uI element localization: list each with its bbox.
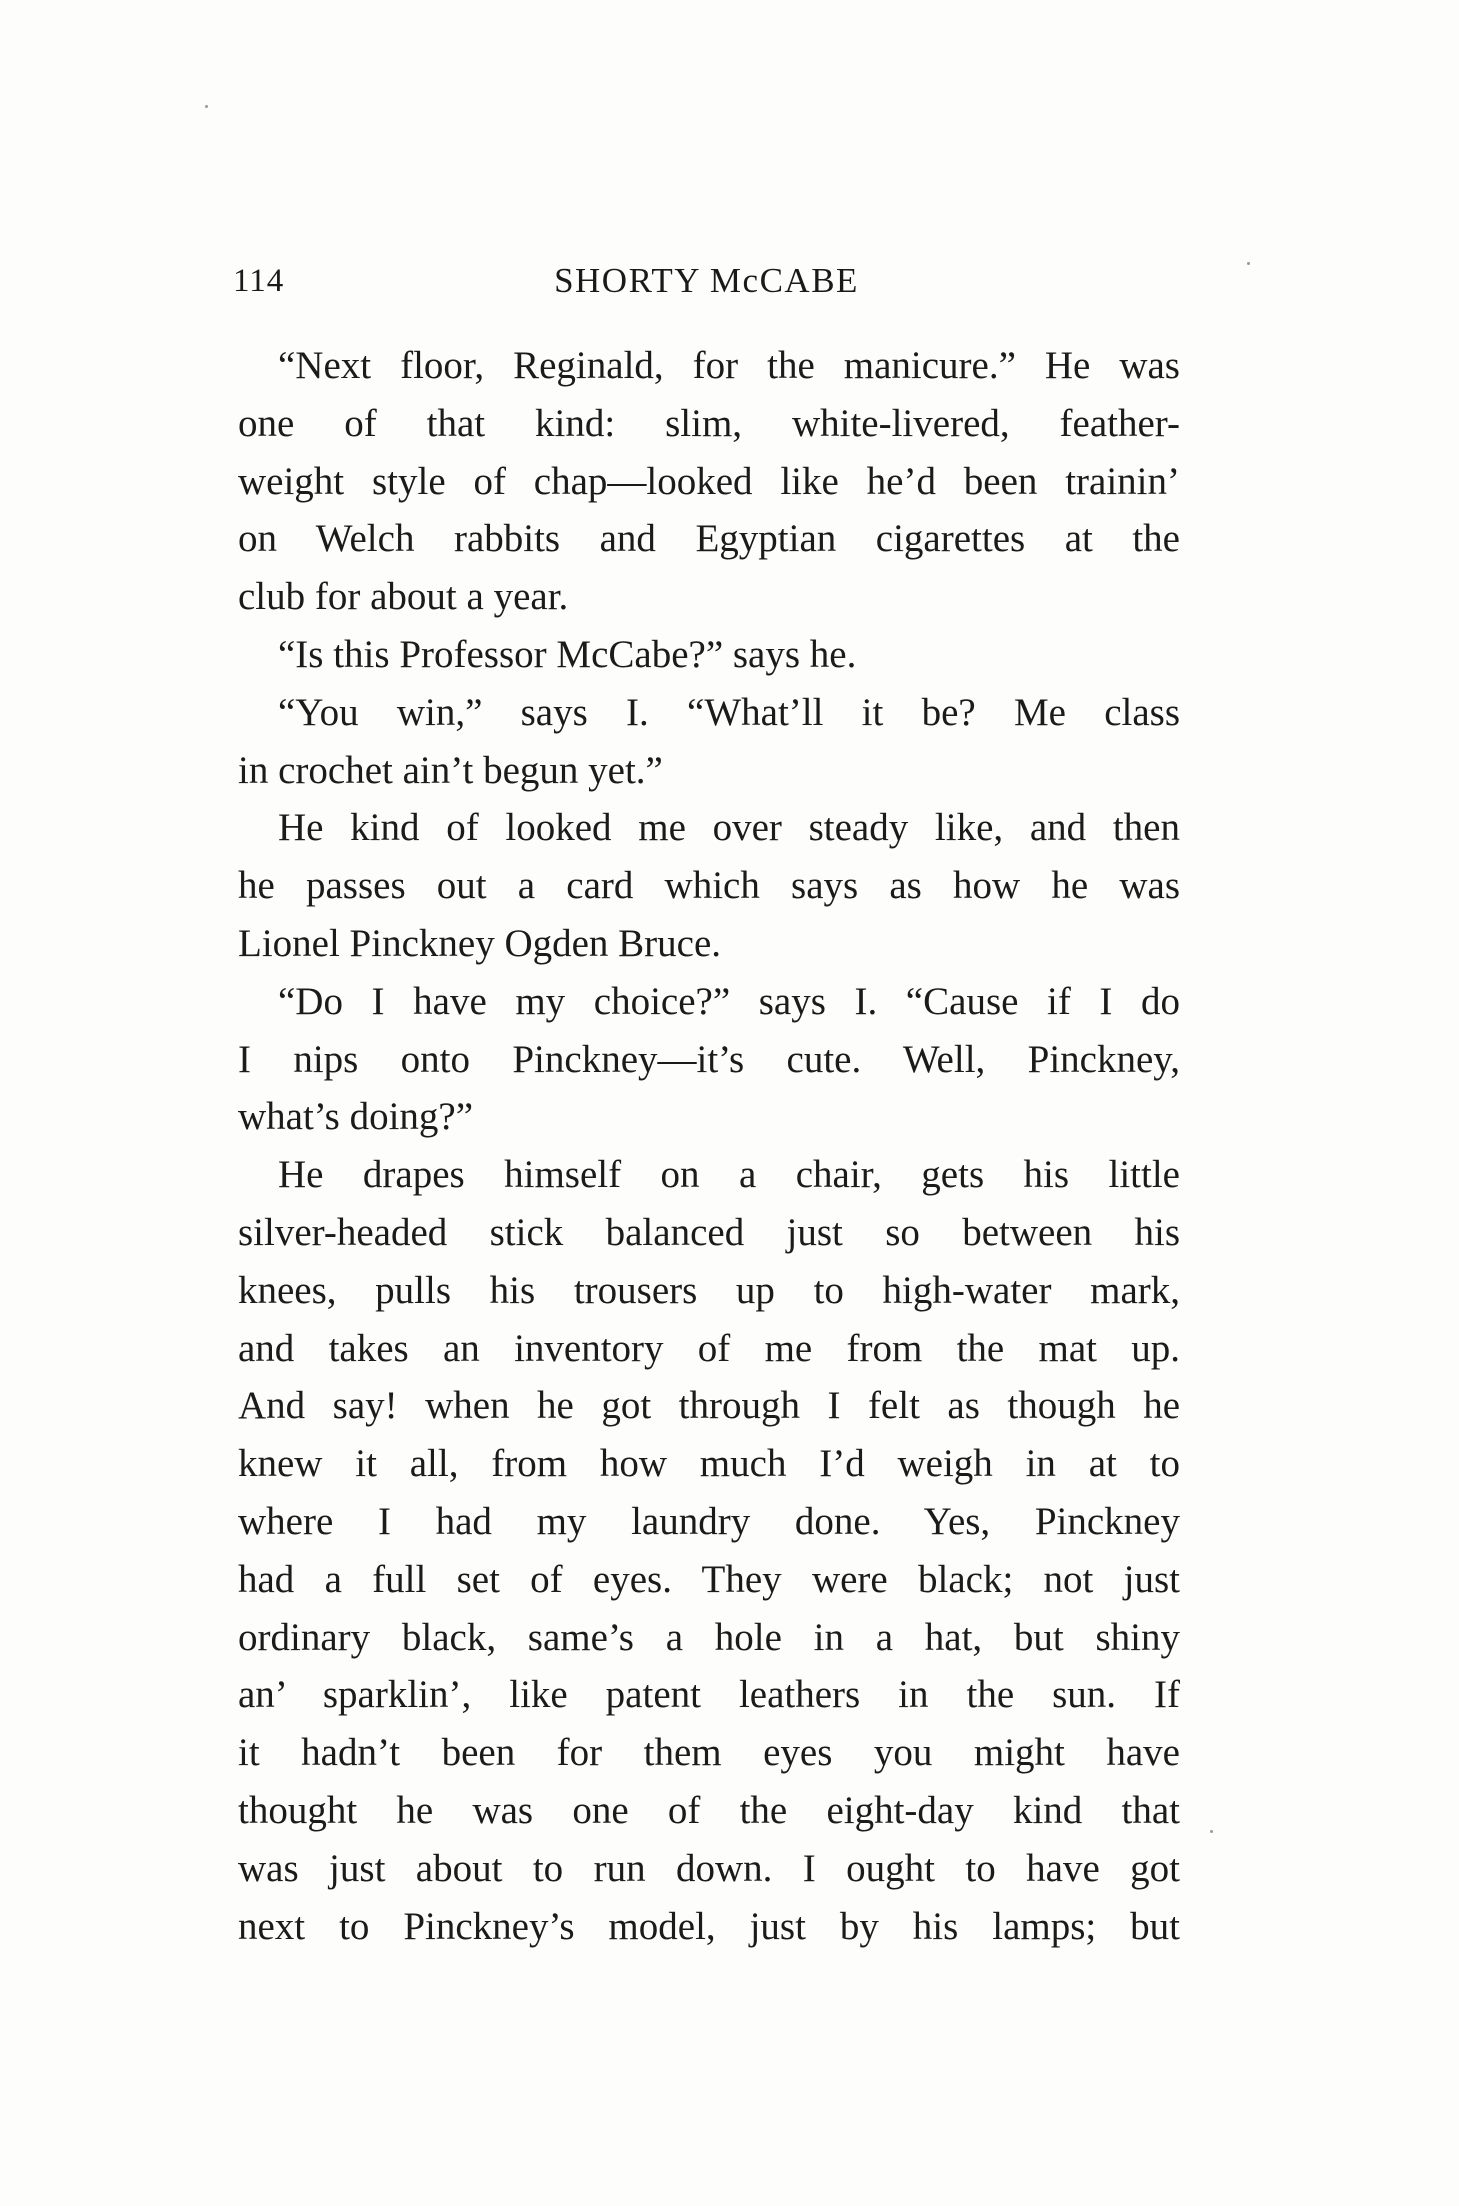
paper-speck	[205, 105, 208, 108]
text-line: And say! when he got through I felt as though he	[238, 1384, 1180, 1428]
text-line: weight style of chap—looked like he’d been trainin’	[238, 459, 1180, 503]
text-line: knees, pulls his trousers up to high-water mark,	[238, 1268, 1180, 1312]
text-line: ordinary black, same’s a hole in a hat, but shiny	[238, 1615, 1180, 1659]
running-title: SHORTY McCABE	[554, 261, 859, 300]
text-line: was just about to run down. I ought to have got	[238, 1846, 1180, 1890]
text-line: he passes out a card which says as how he was	[238, 864, 1180, 908]
text-line: it hadn’t been for them eyes you might have	[238, 1731, 1180, 1775]
text-line: next to Pinckney’s model, just by his lamps; but	[238, 1904, 1180, 1948]
text-line: and takes an inventory of me from the mat up.	[238, 1326, 1180, 1370]
text-line: “Is this Professor McCabe?” says he.	[278, 632, 857, 676]
text-line: an’ sparklin’, like patent leathers in the sun. If	[238, 1673, 1180, 1717]
text-line: on Welch rabbits and Egyptian cigarettes at the	[238, 517, 1180, 561]
text-line: where I had my laundry done. Yes, Pinckney	[238, 1499, 1180, 1543]
body-text	[238, 337, 1180, 1955]
text-line: “You win,” says I. “What’ll it be? Me class	[278, 690, 1180, 734]
text-line: “Next floor, Reginald, for the manicure.” He was	[278, 344, 1180, 387]
text-line: one of that kind: slim, white-livered, feather-	[238, 401, 1180, 445]
text-line: knew it all, from how much I’d weigh in at to	[238, 1442, 1180, 1486]
paper-speck	[1247, 262, 1250, 265]
text-line: had a full set of eyes. They were black; not just	[238, 1557, 1180, 1601]
text-line: “Do I have my choice?” says I. “Cause if I do	[278, 979, 1180, 1023]
text-line: Lionel Pinckney Ogden Bruce.	[238, 921, 722, 965]
text-line: club for about a year.	[238, 575, 569, 619]
text-line: silver-headed stick balanced just so between his	[238, 1210, 1180, 1254]
text-line: I nips onto Pinckney—it’s cute. Well, Pinckney,	[238, 1037, 1180, 1081]
paper-speck	[1210, 1830, 1213, 1833]
text-line: in crochet ain’t begun yet.”	[238, 748, 663, 792]
text-line: He kind of looked me over steady like, and then	[278, 806, 1180, 850]
text-line: He drapes himself on a chair, gets his little	[278, 1153, 1180, 1197]
text-line: thought he was one of the eight-day kind that	[238, 1788, 1180, 1832]
page-number: 114	[233, 263, 285, 299]
text-line: what’s doing?”	[238, 1095, 474, 1139]
page-header	[233, 256, 1180, 306]
